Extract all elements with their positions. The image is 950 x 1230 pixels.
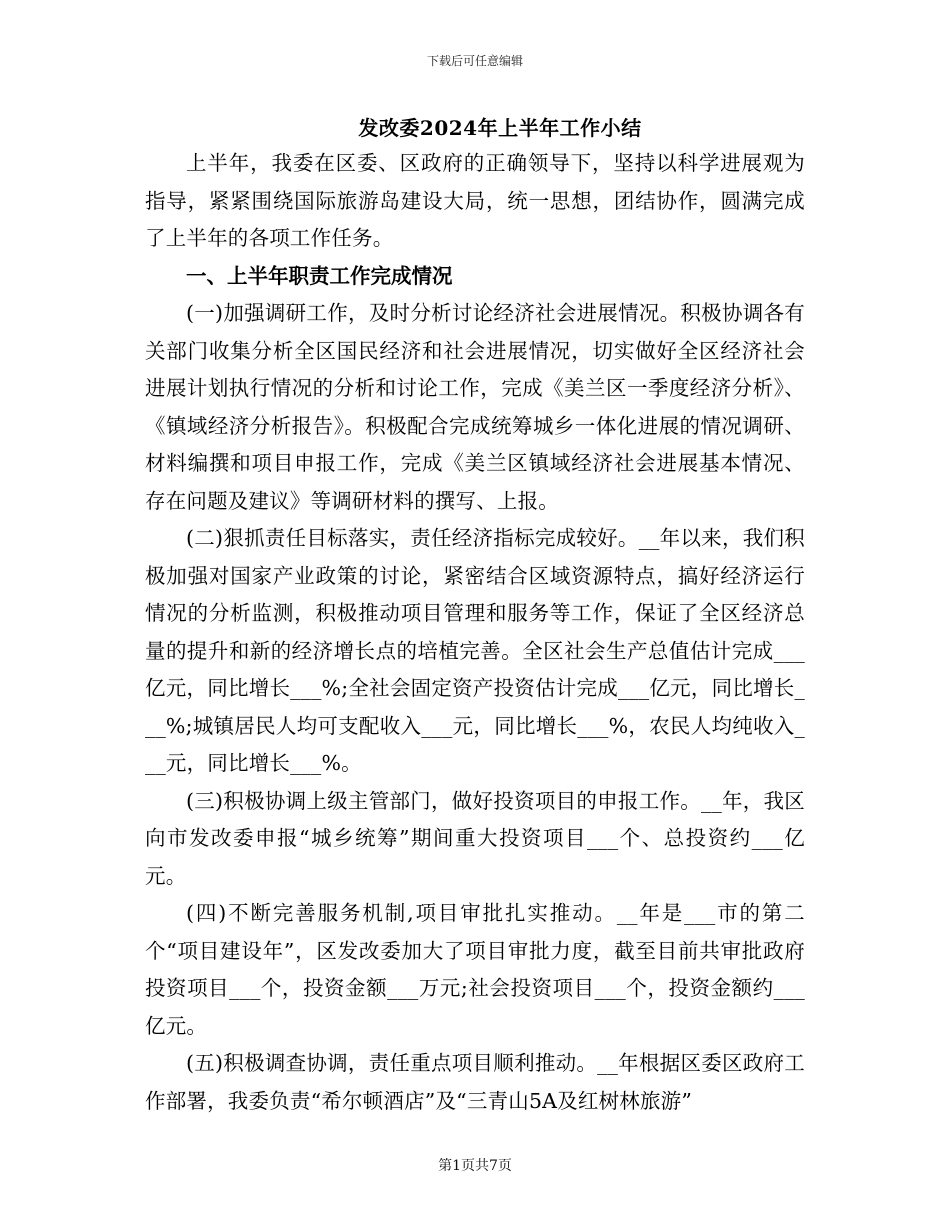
paragraph-4: (四)不断完善服务机制,项目审批扎实推动。__年是___市的第二个“项目建设年”，区发改委加大了项目审批力度，截至目前共审批政府投资项目___个，投资金额___万元;社会投资项目___个，投资金额约___亿元。 xyxy=(145,901,805,1038)
page-footer: 第1页共7页 xyxy=(438,1158,512,1174)
paragraph-5: (五)积极调查协调，责任重点项目顺利推动。__年根据区委区政府工作部署，我委负责“希尔顿酒店”及“三青山5A及红树林旅游” xyxy=(145,1051,805,1113)
paragraph-3: (三)积极协调上级主管部门，做好投资项目的申报工作。__年，我区向市发改委申报“城乡统筹”期间重大投资项目___个、总投资约___亿元。 xyxy=(145,788,805,888)
document-body xyxy=(145,145,805,1120)
section-heading: 一、上半年职责工作完成情况 xyxy=(186,263,453,288)
paragraph-1: (一)加强调研工作，及时分析讨论经济社会进展情况。积极协调各有关部门收集分析全区国民经济和社会进展情况，切实做好全区经济社会进展计划执行情况的分析和讨论工作，完成《美兰区一季度经济分析》、《镇域经济分析报告》。积极配合完成统筹城乡一体化进展的情况调研、材料编撰和项目申报工作，完成《美兰区镇域经济社会进展基本情况、存在问题及建议》等调研材料的撰写、上报。 xyxy=(145,301,805,513)
intro-paragraph: 上半年，我委在区委、区政府的正确领导下，坚持以科学进展观为指导，紧紧围绕国际旅游岛建设大局，统一思想，团结协作，圆满完成了上半年的各项工作任务。 xyxy=(145,151,805,250)
document-title: 发改委2024年上半年工作小结 xyxy=(358,116,642,140)
paragraph-2: (二)狠抓责任目标落实，责任经济指标完成较好。__年以来，我们积极加强对国家产业政策的讨论，紧密结合区域资源特点，搞好经济运行情况的分析监测，积极推动项目管理和服务等工作，保证了全区经济总量的提升和新的经济增长点的培植完善。全区社会生产总值估计完成___亿元，同比增长___%;全社会固定资产投资估计完成___亿元，同比增长___%;城镇居民人均可支配收入___元，同比增长___%，农民人均纯收入___元，同比增长___%。 xyxy=(145,526,805,775)
header-note: 下载后可任意编辑 xyxy=(426,54,523,68)
